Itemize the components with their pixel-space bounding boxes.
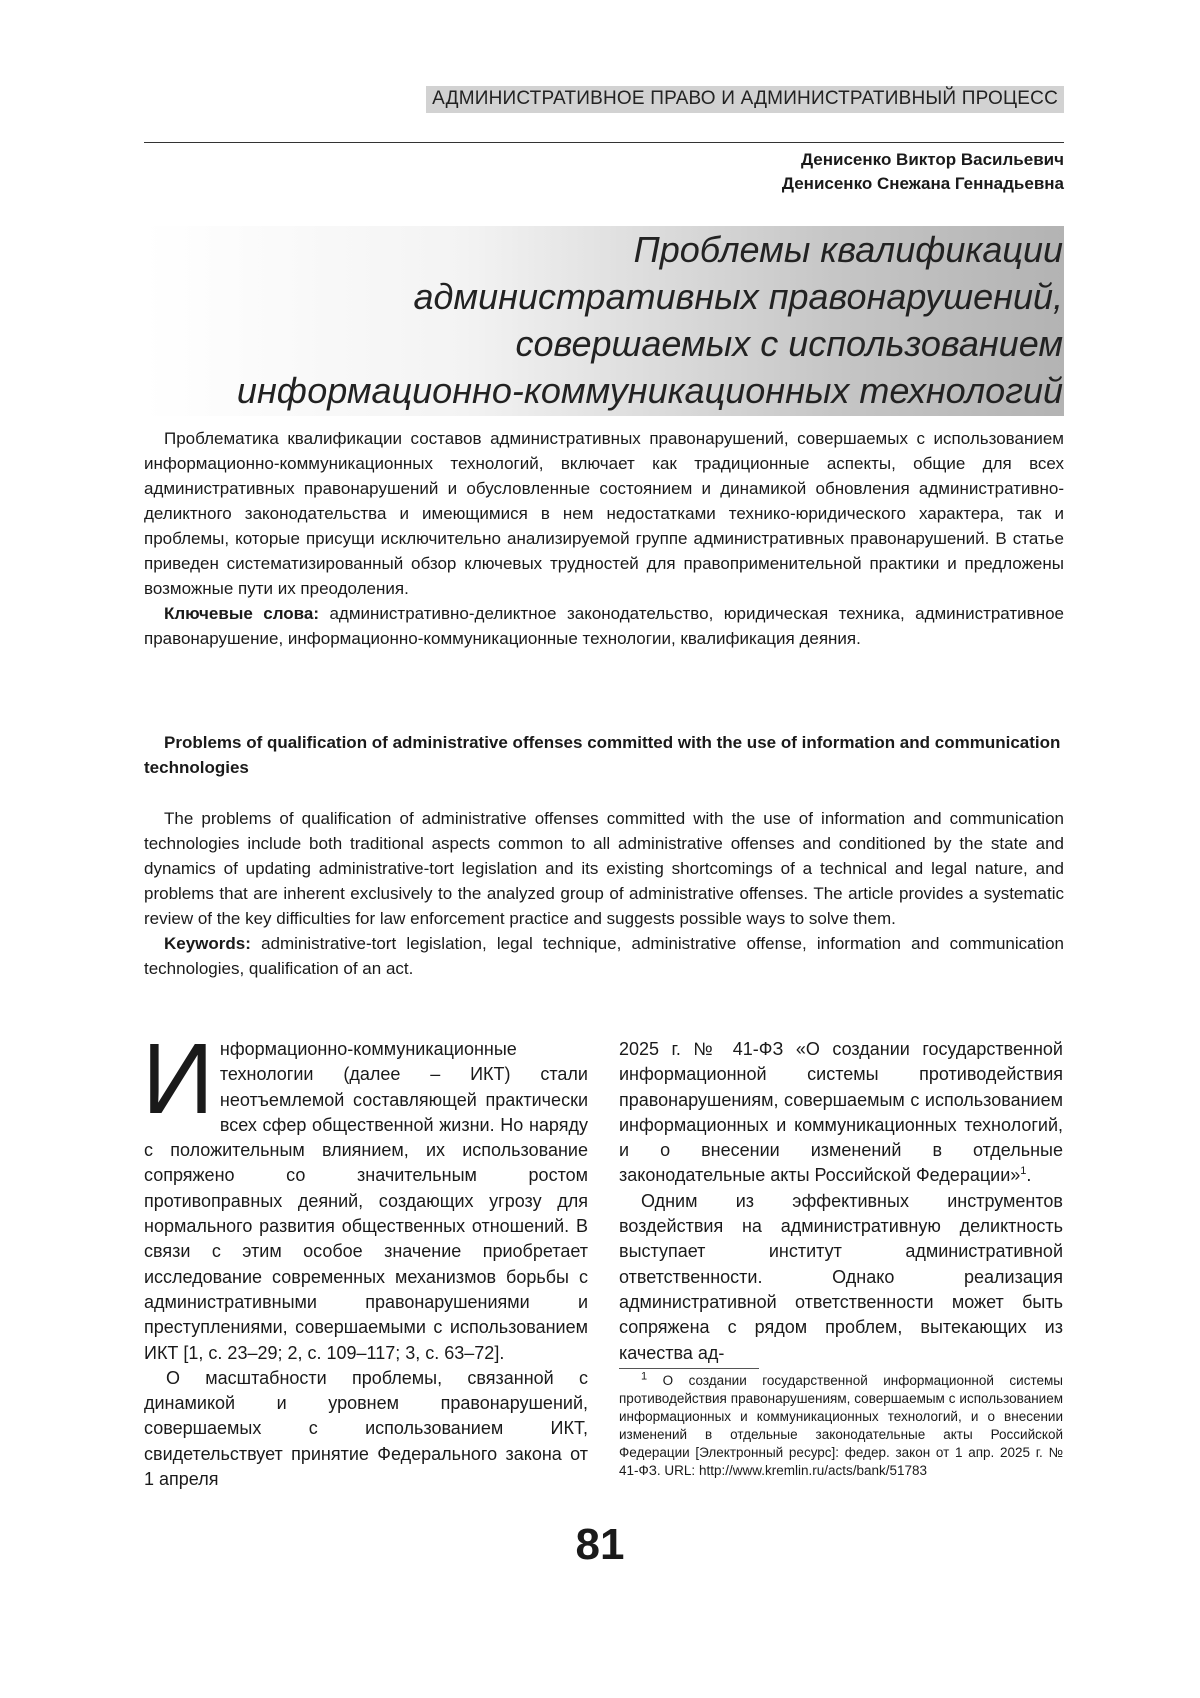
body-paragraph-end: . [1026,1165,1032,1186]
running-header [144,86,1064,116]
abstract-ru [144,426,1064,651]
footnote-divider [619,1368,759,1369]
body-paragraph [142,1023,588,1366]
footnote [619,1372,1063,1480]
abstract-ru-text: Проблематика квалификации составов административных правонарушений, совершаемых с использованием информационно-коммуникационных технологий, включает как традиционные аспекты, общие для всех административных правонарушений и обусловленные состоянием и динамикой обновления административно-деликтного законодательства и имеющимися в нем недостатками технико-юридического характера, так и проблемы, которые присущи исключительно анализируемой группе административных правонарушений. В статье приведен систематизированный обзор ключевых трудностей для правоприменительной практики и предложены возможные пути их преодоления. [144,429,1064,598]
page-number: 81 [575,1520,625,1569]
author-name: Денисенко Виктор Васильевич [800,150,1064,169]
footnote-text [619,1372,1063,1480]
keywords-en-list: administrative-tort legislation, legal technique, administrative offense, information and communication technologies, qualification of an act. [144,934,1064,978]
author-name: Денисенко Снежана Геннадьевна [781,174,1064,193]
author-list [782,148,1064,196]
title-line: административных правонарушений, [413,276,1063,317]
title-line: совершаемых с использованием [515,323,1063,364]
body-paragraph: О масштабности проблемы, связанной с динамикой и уровнем правонарушений, совершаемых с использованием ИКТ, свидетельствует принятие Федерального закона от 1 апреля [144,1367,588,1490]
drop-cap: И [142,1023,214,1135]
keywords-ru [144,601,1064,651]
body-column-left [142,1023,588,1492]
footnote-body: О создании государственной информационной системы противодействия правонарушениям, совершаемым с использованием информационных и коммуникационных технологий, и о внесении изменений в отдельные законодательные акты Российской Федерации [Электронный ресурс]: федер. закон от 1 апр. 2025 г. № 41-ФЗ. URL: http://www.kremlin.ru/acts/bank/51783 [619,1373,1063,1478]
title-line: Проблемы квалификации [633,229,1063,270]
abstract-en [144,806,1064,981]
header-divider [144,142,1064,143]
section-title: АДМИНИСТРАТИВНОЕ ПРАВО И АДМИНИСТРАТИВНЫЙ ПРОЦЕСС [426,86,1064,113]
abstract-en-text: The problems of qualification of administrative offenses committed with the use of information and communication technologies include both traditional aspects common to all administrative offenses and conditioned by the state and dynamics of updating administrative-tort legislation and its existing shortcomings of a technical and legal nature, and problems that are inherent exclusively to the analyzed group of administrative offenses. The article provides a systematic review of the key difficulties for law enforcement practice and suggests possible ways to solve them. [144,809,1064,928]
keywords-ru-list: административно-деликтное законодательство, юридическая техника, административное правонарушение, информационно-коммуникационные технологии, квалификация деяния. [144,604,1064,648]
article-title [143,226,1063,414]
keywords-en [144,931,1064,981]
body-paragraph-text: нформационно-коммуникационные технологии (далее – ИКТ) стали неотъемлемой составляющей практически всех сфер общественной жизни. Но наряду с положительным влиянием, их использование сопряжено со значительным ростом противоправных деяний, создающих угрозу для нормального развития общественных отношений. В связи с этим особое значение приобретает исследование современных механизмов борьбы с административными правонарушениями и преступлениями, совершаемыми с использованием ИКТ [1, с. 23–29; 2, с. 109–117; 3, с. 63–72]. [144,1039,588,1363]
footnote-reference[interactable]: 1 [1020,1165,1027,1178]
body-paragraph [619,1037,1063,1189]
keywords-ru-label: Ключевые слова: [164,604,320,623]
keywords-en-label: Keywords: [164,934,251,953]
body-paragraph-text: 2025 г. № 41-ФЗ «О создании государственной информационной системы противодействия правонарушениям, совершаемым с использованием информационных и коммуникационных технологий, и о внесении изменений в отдельные законодательные акты Российской Федерации» [619,1039,1063,1186]
body-paragraph: Одним из эффективных инструментов воздействия на административную деликтность выступает институт административной ответственности. Однако реализация административной ответственности может быть сопряжена с рядом проблем, вытекающих из качества ад- [619,1190,1063,1363]
footnote-number: 1 [641,1370,648,1383]
title-line: информационно-коммуникационных технологий [236,370,1063,411]
body-column-right [619,1037,1063,1366]
english-title: Problems of qualification of administrative offenses committed with the use of information and communication technologies [144,733,1061,777]
